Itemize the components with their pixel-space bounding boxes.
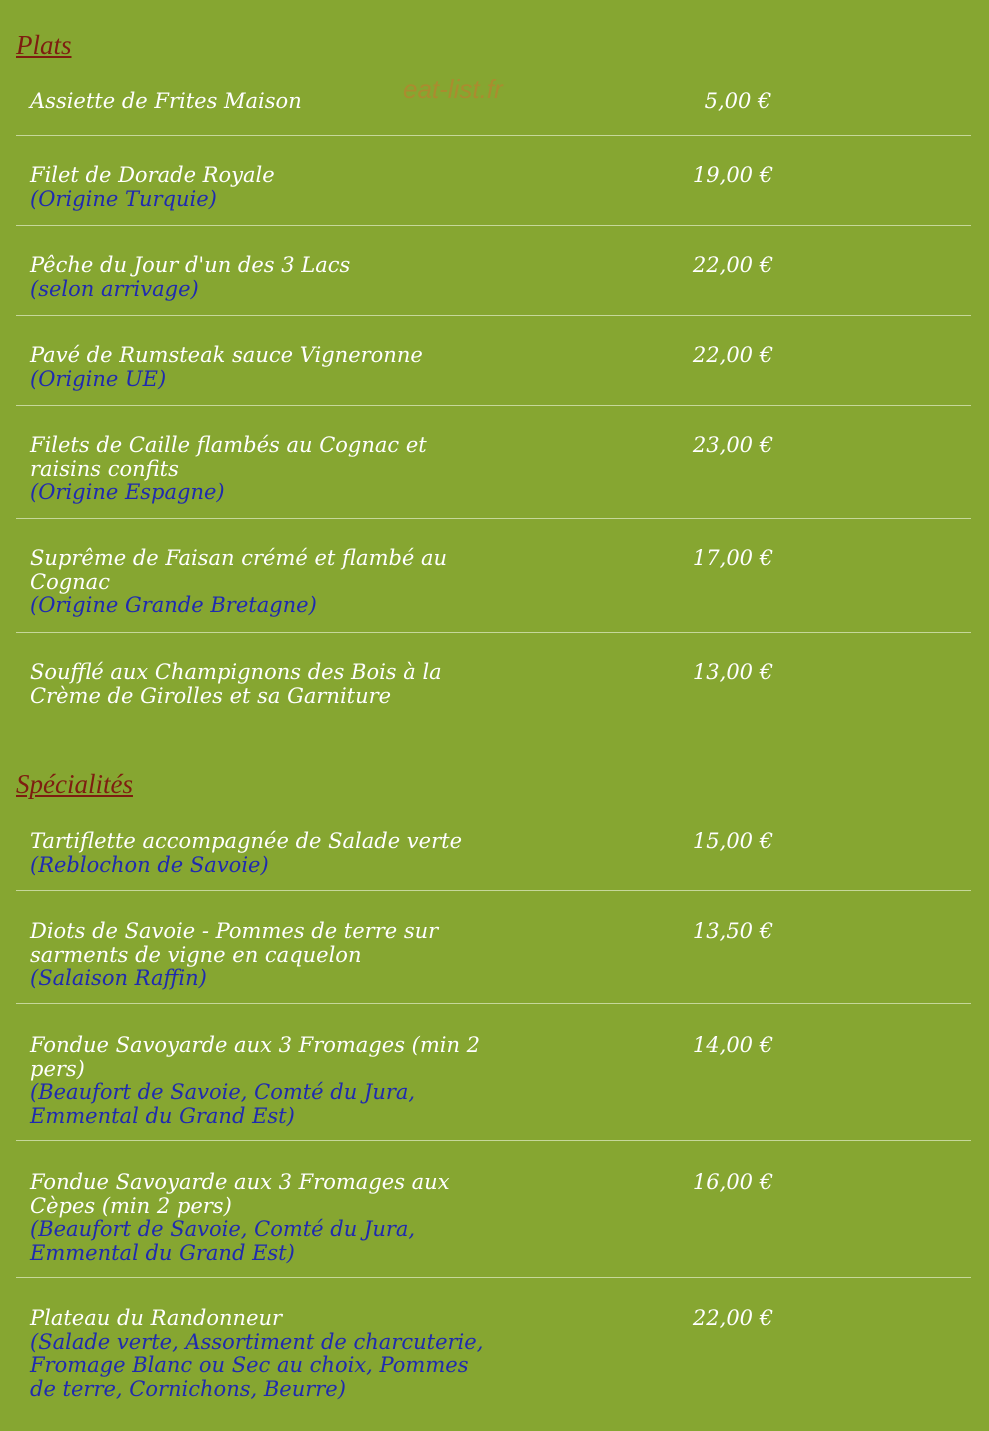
item-price: 22,00 € xyxy=(692,1306,774,1330)
item-origin: (Salaison Raffin) xyxy=(30,966,207,990)
item-price: 14,00 € xyxy=(692,1033,774,1057)
item-price: 17,00 € xyxy=(692,546,774,570)
divider xyxy=(16,1277,971,1278)
item-name: Soufflé aux Champignons des Bois à la Crème de Girolles et sa Garniture xyxy=(30,660,442,708)
item-name: Filet de Dorade Royale xyxy=(30,163,275,187)
item-name: Assiette de Frites Maison xyxy=(30,89,302,113)
item-origin: (Beaufort de Savoie, Comté du Jura, Emmental du Grand Est) xyxy=(30,1217,416,1265)
divider xyxy=(16,135,971,136)
item-price: 22,00 € xyxy=(692,253,774,277)
item-name: Filets de Caille flambés au Cognac et raisins confits xyxy=(30,433,427,481)
watermark: eat-list.fr xyxy=(403,74,503,104)
divider xyxy=(16,315,971,316)
item-price: 13,00 € xyxy=(692,660,774,684)
item-price: 13,50 € xyxy=(692,919,774,943)
item-origin: (Beaufort de Savoie, Comté du Jura, Emmental du Grand Est) xyxy=(30,1080,416,1128)
item-name: Diots de Savoie - Pommes de terre sur sarments de vigne en caquelon xyxy=(30,919,439,967)
item-origin: (Reblochon de Savoie) xyxy=(30,852,269,877)
item-price: 5,00 € xyxy=(704,89,772,113)
item-origin: (Origine Grande Bretagne) xyxy=(30,593,317,617)
item-name: Fondue Savoyarde aux 3 Fromages (min 2 pers) xyxy=(30,1033,481,1081)
divider xyxy=(16,518,971,519)
item-price: 16,00 € xyxy=(692,1170,774,1194)
section-title-specialites: Spécialités xyxy=(16,769,133,799)
divider xyxy=(16,225,971,226)
item-name: Pêche du Jour d'un des 3 Lacs xyxy=(30,253,351,277)
item-origin: (Origine Espagne) xyxy=(30,480,225,504)
item-price: 23,00 € xyxy=(692,433,774,457)
section-title-plats: Plats xyxy=(16,30,72,60)
item-name: Tartiflette accompagnée de Salade verte xyxy=(30,829,462,853)
item-origin: (Origine UE) xyxy=(30,366,167,391)
item-price: 22,00 € xyxy=(692,343,774,367)
item-origin: (selon arrivage) xyxy=(30,276,199,301)
divider xyxy=(16,632,971,633)
item-name: Suprême de Faisan crémé et flambé au Cognac xyxy=(30,546,448,594)
divider xyxy=(16,405,971,406)
item-name: Fondue Savoyarde aux 3 Fromages aux Cèpes (min 2 pers) xyxy=(30,1170,450,1218)
divider xyxy=(16,1003,971,1004)
item-name: Pavé de Rumsteak sauce Vigneronne xyxy=(30,343,423,367)
item-name: Plateau du Randonneur xyxy=(30,1306,283,1330)
item-price: 15,00 € xyxy=(692,829,774,853)
divider xyxy=(16,890,971,891)
item-origin: (Origine Turquie) xyxy=(30,186,217,211)
item-price: 19,00 € xyxy=(692,163,774,187)
divider xyxy=(16,1140,971,1141)
item-origin: (Salade verte, Assortiment de charcuterie, Fromage Blanc ou Sec au choix, Pommes de terre, Cornichons, Beurre) xyxy=(30,1329,484,1401)
